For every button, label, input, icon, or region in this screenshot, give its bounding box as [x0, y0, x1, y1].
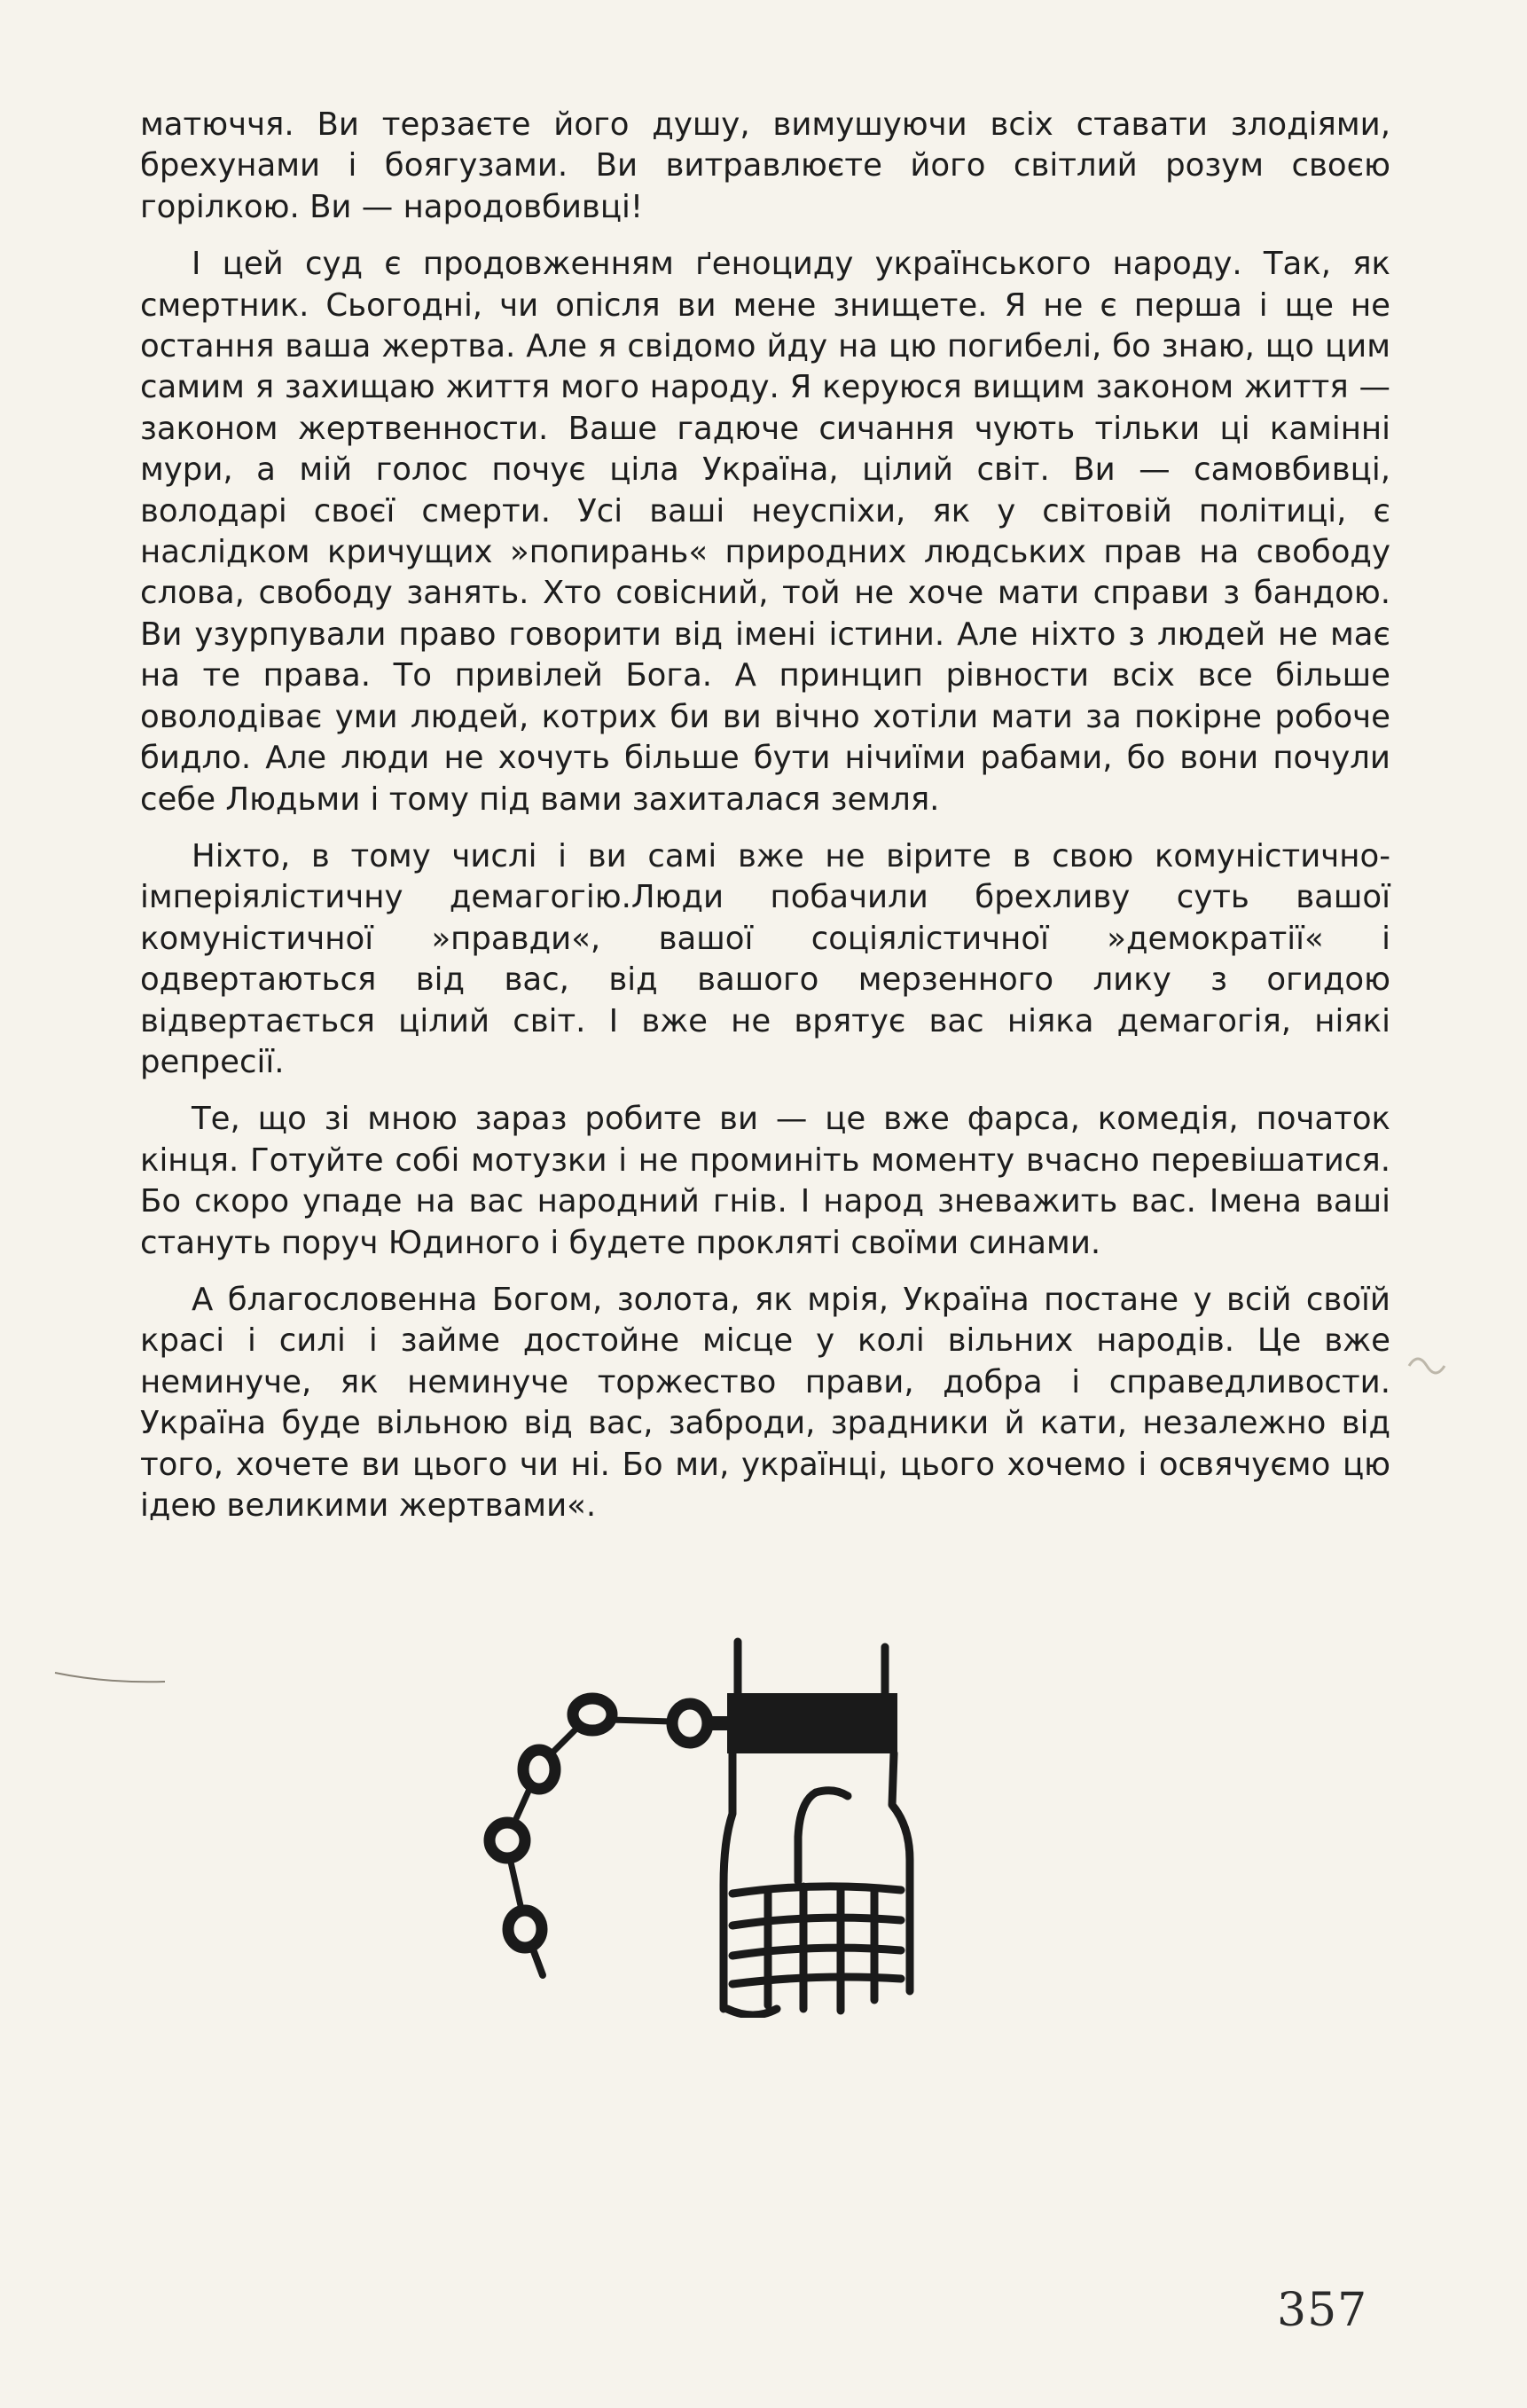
chain-link	[489, 1823, 525, 1858]
chain-link	[672, 1704, 708, 1743]
paragraph-1: матюччя. Ви терзаєте його душу, вимушуючи всіх ставати злодіями, брехунами і боягузами. Ви витравлюєте його світлий розум своєю горілкою. Ви — народовбивці!	[140, 106, 1390, 225]
body-text	[140, 105, 1390, 1542]
page-number: 357	[1277, 2284, 1368, 2337]
scan-mark	[1406, 1348, 1459, 1384]
chain-link	[508, 1910, 542, 1948]
paragraph-5: А благословенна Богом, золота, як мрія, Україна постане у всій своїй красі і силі і займе достойне місце у колі вільних народів. Це вже неминуче, як неминуче торжество прави, добра і справедливости. Україна буде вільною від вас, заброди, зрадники й кати, незалежно від того, хочете ви цього чи ні. Бо ми, українці, цього хочемо і освячуємо цю ідею великими жертвами«.	[140, 1281, 1390, 1524]
scan-mark	[53, 1667, 168, 1685]
wrist-outline	[724, 1753, 732, 2009]
chained-fist-icon	[461, 1628, 940, 2018]
paragraph-4: Те, що зі мною зараз робите ви — це вже фарса, комедія, початок кінця. Готуйте собі мотузки і не проминіть моменту вчасно перевішатися. Бо скоро упаде на вас народний гнів. І народ зневажить вас. Імена ваші стануть поруч Юдиного і будете прокляті своїми синами.	[140, 1101, 1390, 1261]
paragraph-3: Ніхто, в тому числі і ви самі вже не вірите в свою комуністично-імперіялістичну демагогію.Люди побачили брехливу суть вашої комуністичної »правди«, вашої соціялістичної »демократії« і одвертаються від вас, від вашого мерзенного лику з огидою відвертається цілий світ. І вже не врятує вас ніяка демагогія, ніякі репресії.	[140, 837, 1390, 1080]
shackle-band	[727, 1693, 897, 1753]
paragraph-2: І цей суд є продовженням ґеноциду українського народу. Так, як смертник. Сьогодні, чи опісля ви мене знищете. Я не є перша і ще не остання ваша жертва. Але я свідомо йду на цю погибелі, бо знаю, що цим самим я захищаю життя мого народу. Я керуюся вищим законом життя — законом жертвенности. Ваше гадюче сичання чують тільки ці камінні мури, а мій голос почує ціла Україна, цілий світ. Ви — самовбивці, володарі своєї смерти. Усі ваші неуспіхи, як у світовій політиці, є наслідком кричущих »попирань« природних людських прав на свободу слова, свободу занять. Хто совісний, той не хоче мати справи з бандою. Ви узурпували право говорити від імені істини. Але ніхто з людей не має на те права. То привілей Бога. А принцип рівности всіх все більше оволодіває уми людей, котрих би ви вічно хотіли мати за покірне робоче бидло. Але люди не хочуть більше бути нічиїми рабами, бо вони почули себе Людьми і тому під вами захиталася земля.	[140, 246, 1390, 818]
